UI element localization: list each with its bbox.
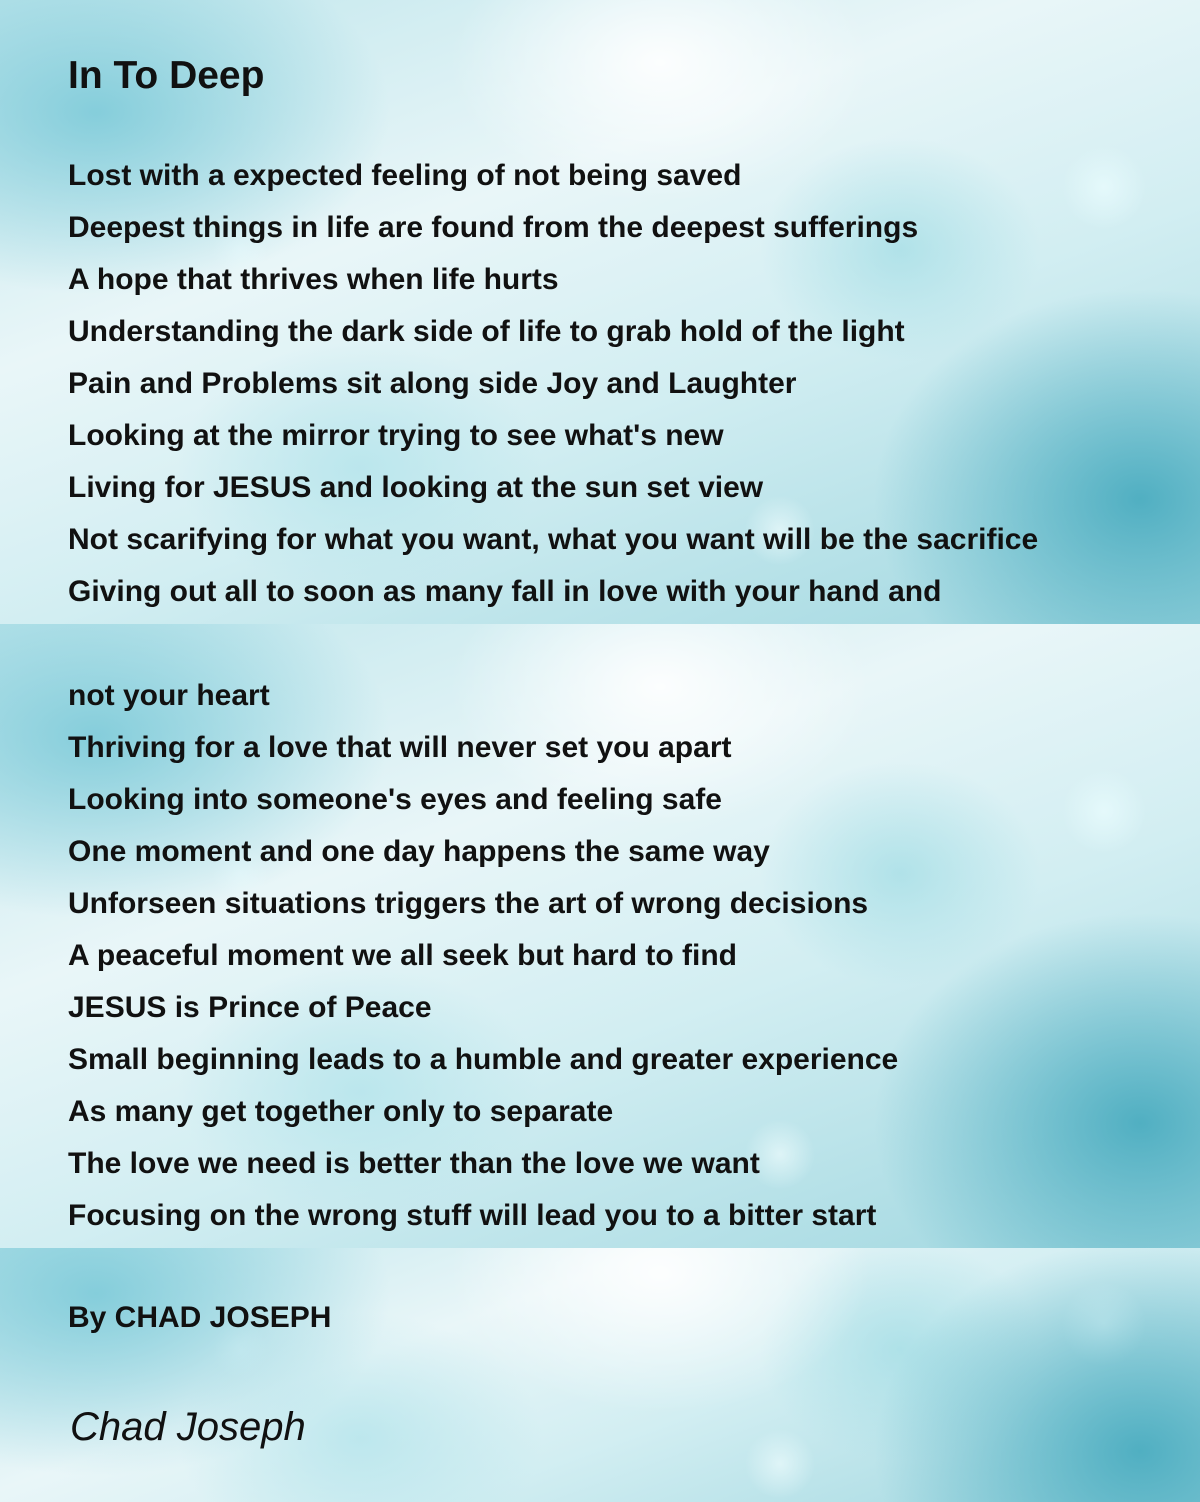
poem-line: Looking into someone's eyes and feeling safe [68, 783, 722, 816]
poem-line: JESUS is Prince of Peace [68, 991, 432, 1024]
poem-lines-page-2 [68, 670, 898, 1242]
poem-line: Looking at the mirror trying to see what's new [68, 419, 724, 452]
author-signature: Chad Joseph [70, 1405, 306, 1449]
poem-line: One moment and one day happens the same way [68, 835, 770, 868]
poem-line: Focusing on the wrong stuff will lead you to a bitter start [68, 1199, 877, 1232]
poem-line: Pain and Problems sit along side Joy and Laughter [68, 367, 797, 400]
poem-line: Not scarifying for what you want, what you want will be the sacrifice [68, 523, 1039, 556]
poem-line: Small beginning leads to a humble and greater experience [68, 1043, 899, 1076]
poem-line: Living for JESUS and looking at the sun set view [68, 471, 764, 504]
poem-line: As many get together only to separate [68, 1095, 614, 1128]
poem-line: not your heart [68, 679, 270, 712]
poem-page-2 [0, 624, 1200, 1248]
poem-lines-page-1 [68, 150, 1038, 618]
poem-line: Unforseen situations triggers the art of wrong decisions [68, 887, 869, 920]
poem-page-3 [0, 1248, 1200, 1502]
author-byline: By CHAD JOSEPH [68, 1301, 332, 1334]
poem-line: Giving out all to soon as many fall in love with your hand and [68, 575, 942, 608]
poem-line: A peaceful moment we all seek but hard to find [68, 939, 738, 972]
poem-page-1 [0, 0, 1200, 624]
poem-line: Deepest things in life are found from the deepest sufferings [68, 211, 919, 244]
poem-line: Thriving for a love that will never set you apart [68, 731, 732, 764]
poem-line: Lost with a expected feeling of not being saved [68, 159, 742, 192]
poem-line: A hope that thrives when life hurts [68, 263, 559, 296]
poem-title: In To Deep [68, 54, 265, 97]
poem-line: Understanding the dark side of life to grab hold of the light [68, 315, 905, 348]
poem-line: The love we need is better than the love we want [68, 1147, 760, 1180]
